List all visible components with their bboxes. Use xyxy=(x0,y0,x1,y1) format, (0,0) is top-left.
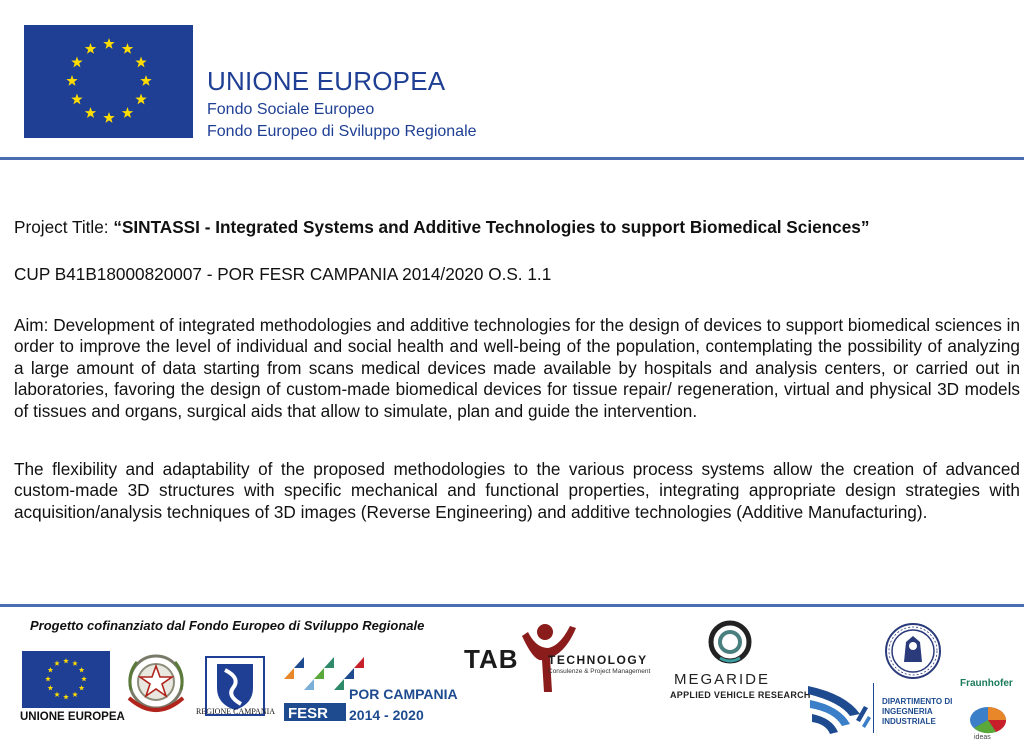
por-mosaic-tile xyxy=(344,668,354,679)
dii-label-1: DIPARTIMENTO DI xyxy=(882,697,953,706)
fraunhofer-label: Fraunhofer xyxy=(960,678,1013,689)
eu-star-icon xyxy=(45,676,51,681)
eu-star-icon xyxy=(71,57,82,68)
eu-star-icon xyxy=(71,94,82,105)
eu-star-icon xyxy=(135,57,146,68)
eu-star-icon xyxy=(103,112,114,123)
project-title-value: “SINTASSI - Integrated Systems and Additive Technologies to support Biomedical Sciences” xyxy=(113,217,870,237)
tab-technology-logo xyxy=(462,622,652,694)
top-divider xyxy=(0,157,1024,160)
dii-label-2: INGEGNERIA xyxy=(882,707,933,716)
eu-star-icon xyxy=(85,43,96,54)
eu-star-icon xyxy=(122,43,133,54)
dii-divider xyxy=(873,683,874,733)
header-title: UNIONE EUROPEA xyxy=(207,66,446,96)
megaride-name-text: MEGARIDE xyxy=(674,671,771,688)
eu-star-icon xyxy=(79,685,85,690)
eu-star-icon xyxy=(72,660,78,665)
cofinanced-note: Progetto cofinanziato dal Fondo Europeo di Sviluppo Regionale xyxy=(30,618,425,633)
dii-label-3: INDUSTRIALE xyxy=(882,717,936,726)
megaride-logo xyxy=(672,618,792,698)
por-campania-label: POR CAMPANIA xyxy=(349,686,458,702)
eu-star-icon xyxy=(63,658,69,663)
bottom-divider xyxy=(0,604,1024,607)
eu-flag-logo xyxy=(24,25,193,138)
eu-star-icon xyxy=(79,667,85,672)
por-mosaic-tile xyxy=(334,679,344,690)
tab-name-text: TAB xyxy=(464,644,519,674)
por-mosaic-tile xyxy=(294,657,304,668)
por-mosaic-tile xyxy=(304,679,314,690)
ideas-pie-logo xyxy=(966,696,1010,736)
tab-subtitle: Consulenze & Project Management xyxy=(548,668,651,675)
eu-star-icon xyxy=(54,660,60,665)
eu-star-icon xyxy=(103,38,114,49)
eu-star-icon xyxy=(48,667,54,672)
aim-paragraph: Aim: Development of integrated methodologies and additive technologies for the design of devices to support biomedical sciences in order to improve the level of individual and social health and well-being of the population, contemplating the possibility of analyzing a large amount of data starting from scans medical devices made available by hospitals and analysis centers, or carried out in laboratories, favoring the design of custom-made biomedical devices for tissue repair/ regeneration, virtual and physical 3D models of tissues and organs, surgical aids that allow to simulate, plan and guide the intervention. xyxy=(14,315,1020,421)
dii-swoosh-logo xyxy=(806,680,872,736)
por-mosaic-tile xyxy=(324,657,334,668)
regione-campania-label: REGIONE CAMPANIA xyxy=(196,707,276,716)
eu-star-icon xyxy=(48,685,54,690)
cup-line: CUP B41B18000820007 - POR FESR CAMPANIA 2014/2020 O.S. 1.1 xyxy=(14,264,552,284)
megaride-subtitle: APPLIED VEHICLE RESEARCH xyxy=(670,690,811,700)
por-mosaic-tile xyxy=(314,668,324,679)
header-subtitle-1: Fondo Sociale Europeo xyxy=(207,101,375,118)
italian-republic-emblem-logo xyxy=(123,650,189,722)
por-mosaic-tile xyxy=(354,657,364,668)
eu-star-icon xyxy=(122,107,133,118)
por-fesr-text: FESR xyxy=(288,705,329,721)
university-seal-logo xyxy=(884,622,942,680)
eu-star-icon xyxy=(135,94,146,105)
eu-star-icon xyxy=(63,694,69,699)
eu-flag-small-logo xyxy=(22,651,110,708)
eu-star-icon xyxy=(140,75,151,86)
ideas-label: ideas xyxy=(974,734,991,741)
project-title xyxy=(14,217,1020,238)
eu-star-icon xyxy=(72,692,78,697)
project-title-label: Project Title: xyxy=(14,217,114,237)
eu-star-icon xyxy=(85,107,96,118)
eu-star-icon xyxy=(66,75,77,86)
flexibility-paragraph: The flexibility and adaptability of the proposed methodologies to the various process systems allow the creation of advanced custom-made 3D structures with specific mechanical and functional properties, integrating appropriate design strategies with acquisition/analysis techniques of 3D images (Reverse Engineering) and additive technologies (Additive Manufacturing). xyxy=(14,459,1020,522)
eu-small-label: UNIONE EUROPEA xyxy=(20,711,125,723)
por-mosaic-tile xyxy=(284,668,294,679)
header-subtitle-2: Fondo Europeo di Sviluppo Regionale xyxy=(207,123,477,140)
por-years-label: 2014 - 2020 xyxy=(349,707,424,723)
tab-technology-text: TECHNOLOGY xyxy=(548,653,648,667)
eu-star-icon xyxy=(81,676,87,681)
eu-star-icon xyxy=(54,692,60,697)
